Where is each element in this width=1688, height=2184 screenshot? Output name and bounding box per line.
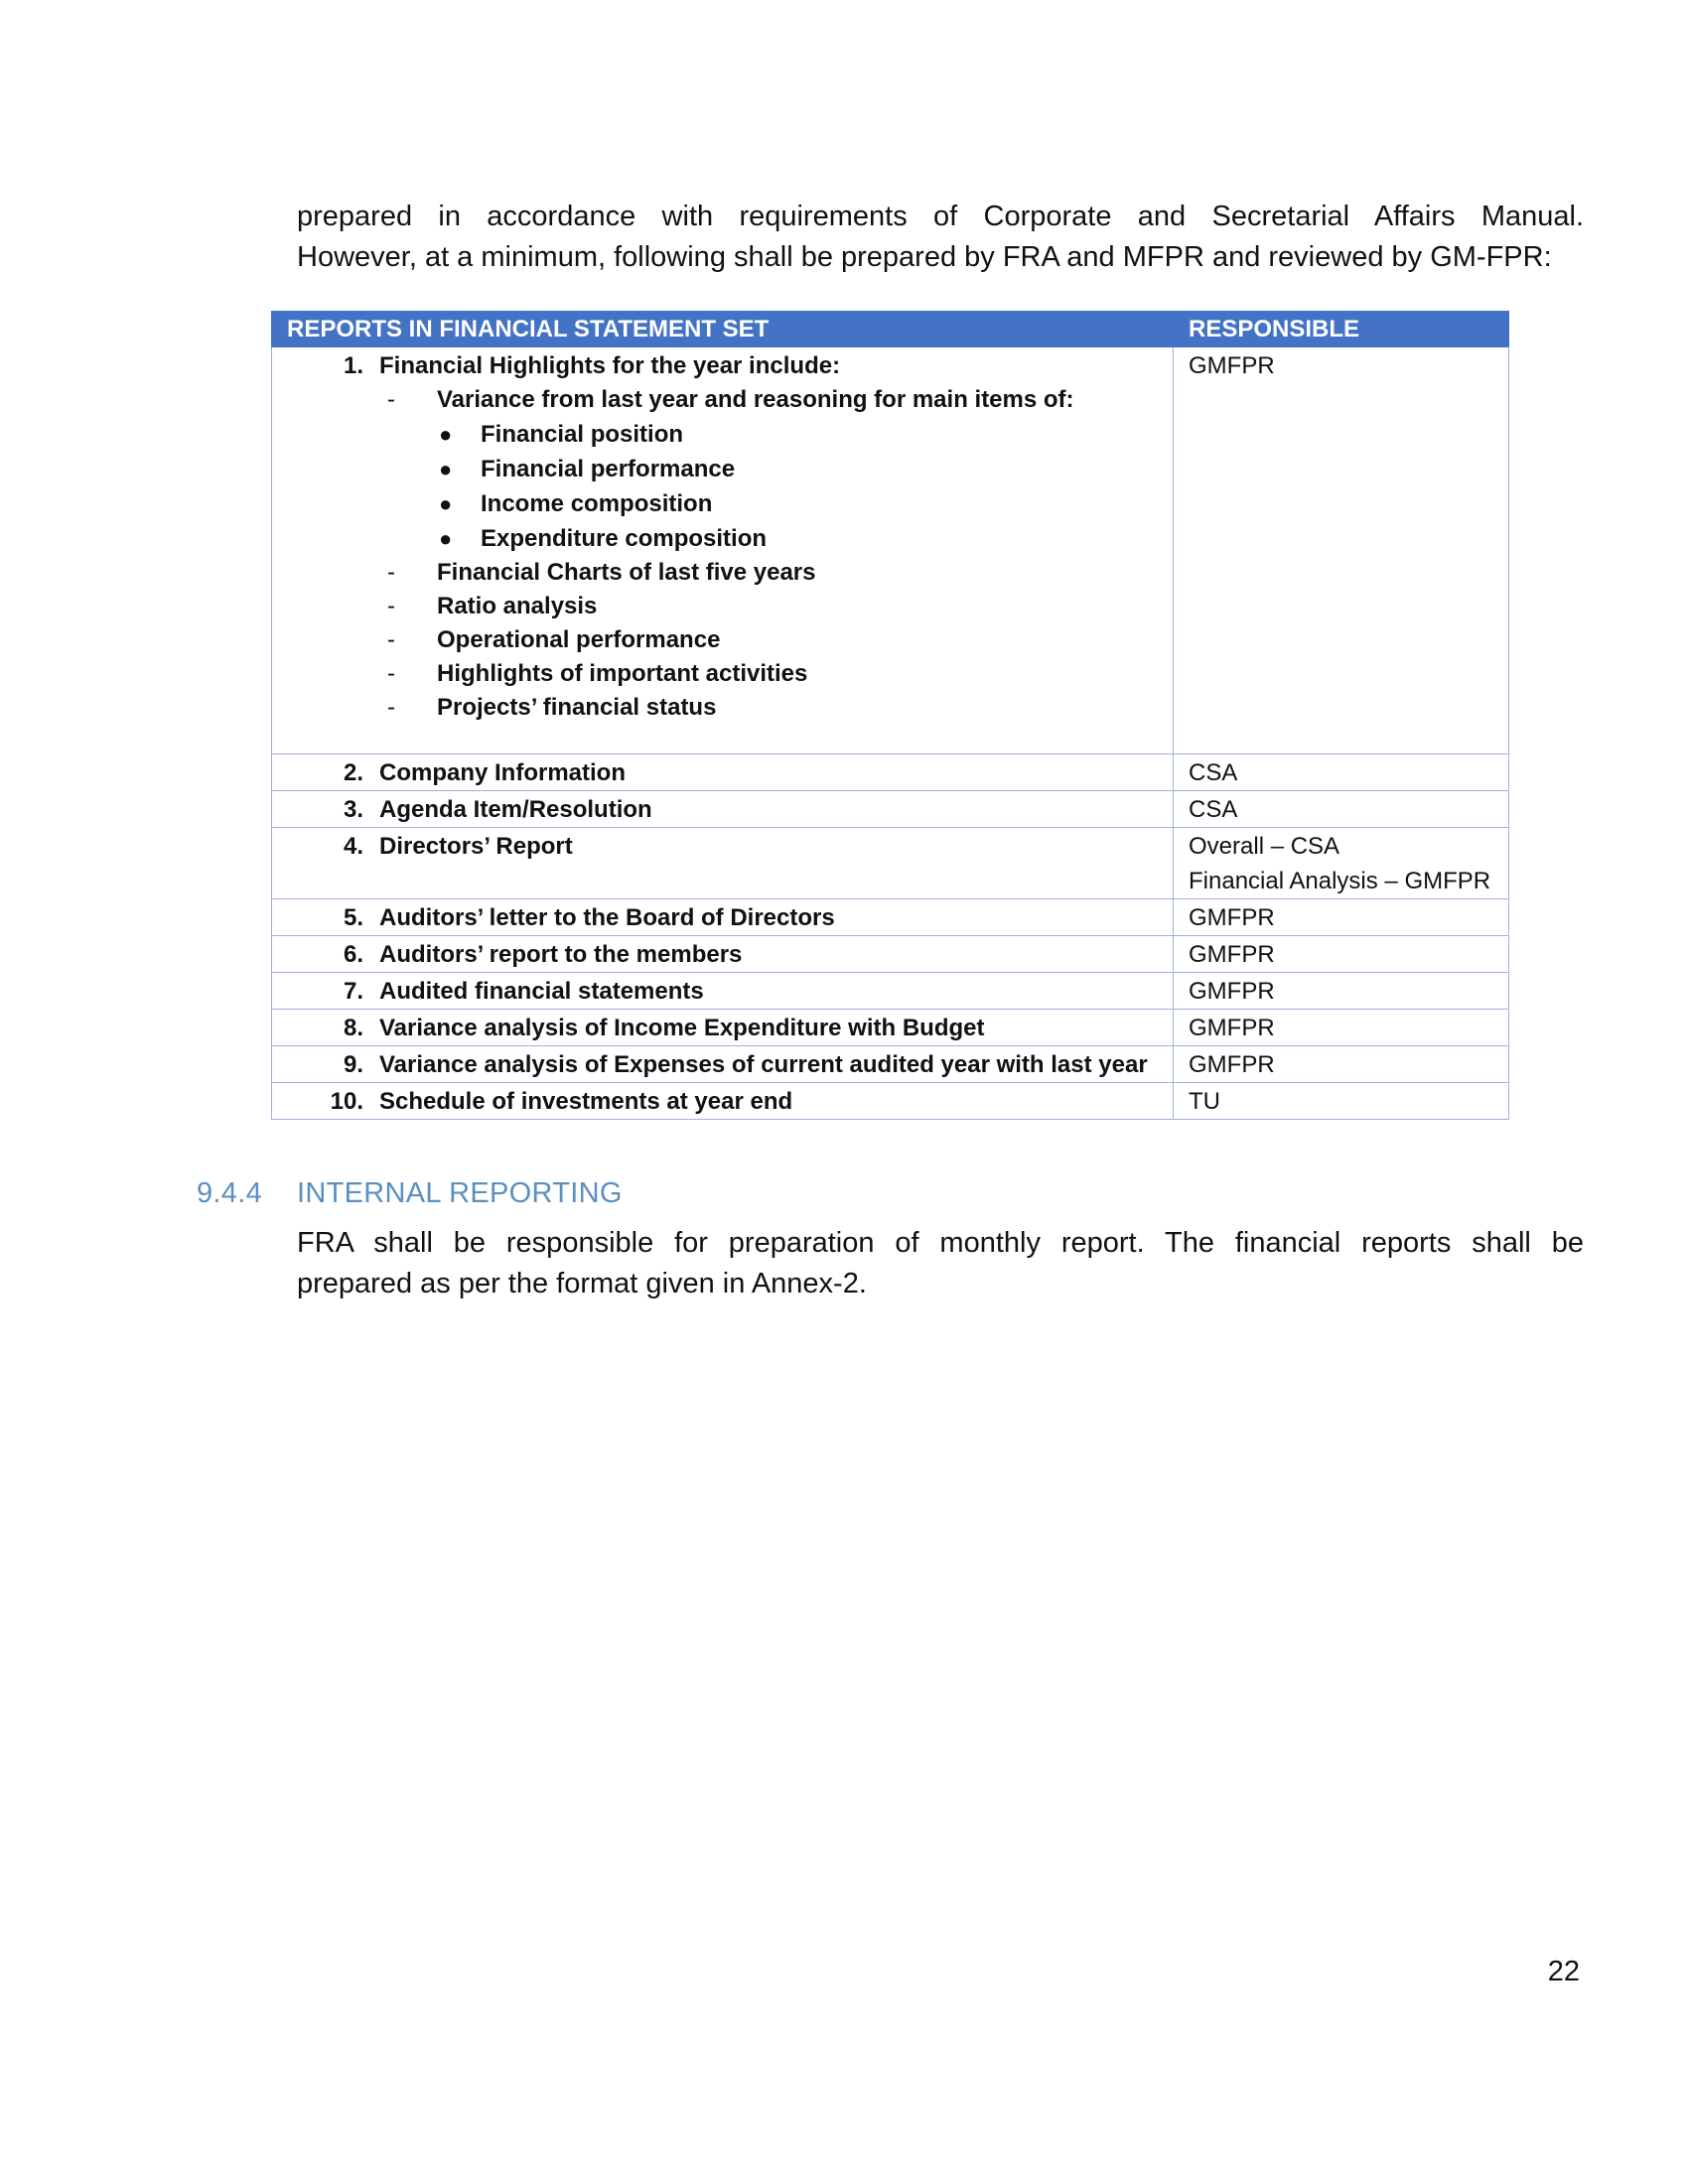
intro-line-1: prepared in accordance with requirements of Corporate and Secretarial Affairs Manual. bbox=[297, 201, 1584, 232]
sub-item bbox=[272, 657, 1173, 691]
header-reports: REPORTS IN FINANCIAL STATEMENT SET bbox=[272, 312, 1174, 347]
report-cell bbox=[272, 791, 1174, 828]
sub-item-text: Ratio analysis bbox=[437, 593, 598, 619]
sub-item bbox=[272, 691, 1173, 725]
bullet-item bbox=[272, 521, 1173, 556]
report-cell bbox=[272, 347, 1174, 754]
report-item bbox=[272, 829, 1173, 864]
report-item bbox=[272, 974, 1173, 1009]
paragraph-line-2: prepared as per the format given in Annex-2. bbox=[297, 1268, 867, 1299]
item-title: Financial Highlights for the year include: bbox=[379, 352, 841, 379]
item-number: 5. bbox=[343, 904, 363, 931]
report-item bbox=[272, 937, 1173, 972]
intro-paragraph bbox=[297, 197, 1584, 278]
sub-item bbox=[272, 383, 1173, 417]
table-row bbox=[272, 1083, 1509, 1120]
item-number: 3. bbox=[343, 796, 363, 823]
sub-item bbox=[272, 590, 1173, 623]
paragraph-line-1: FRA shall be responsible for preparation of monthly report. The financial reports shall be bbox=[297, 1227, 1584, 1259]
responsible-cell bbox=[1174, 828, 1509, 899]
bullet-text: Income composition bbox=[481, 490, 713, 517]
section-number: 9.4.4 bbox=[197, 1177, 262, 1209]
item-number: 9. bbox=[343, 1051, 363, 1078]
item-title: Audited financial statements bbox=[379, 978, 704, 1005]
report-cell bbox=[272, 1010, 1174, 1046]
responsible-cell: CSA bbox=[1174, 791, 1509, 828]
report-item bbox=[272, 792, 1173, 827]
item-title: Auditors’ letter to the Board of Directors bbox=[379, 904, 835, 931]
item-number: 7. bbox=[343, 978, 363, 1005]
item-title: Variance analysis of Expenses of current audited year with last year bbox=[379, 1051, 1148, 1078]
item-title: Schedule of investments at year end bbox=[379, 1088, 793, 1115]
report-cell bbox=[272, 973, 1174, 1010]
item-title: Company Information bbox=[379, 759, 627, 786]
bullet-marker: ● bbox=[439, 491, 453, 516]
sub-item-text: Financial Charts of last five years bbox=[437, 559, 816, 586]
item-title: Directors’ Report bbox=[379, 833, 573, 860]
table-row bbox=[272, 1010, 1509, 1046]
report-cell bbox=[272, 899, 1174, 936]
dash-marker: - bbox=[387, 626, 395, 653]
responsible-cell: GMFPR bbox=[1174, 1046, 1509, 1083]
sub-item-text: Operational performance bbox=[437, 626, 721, 653]
report-cell bbox=[272, 1046, 1174, 1083]
table-row bbox=[272, 754, 1509, 791]
responsible-cell: GMFPR bbox=[1174, 899, 1509, 936]
responsible-cell: GMFPR bbox=[1174, 973, 1509, 1010]
item-title: Variance analysis of Income Expenditure with Budget bbox=[379, 1015, 985, 1041]
table-row bbox=[272, 899, 1509, 936]
item-number: 1. bbox=[343, 352, 363, 379]
sub-item bbox=[272, 623, 1173, 657]
table-header-row bbox=[272, 312, 1509, 347]
page-number: 22 bbox=[1547, 1956, 1580, 1987]
report-cell bbox=[272, 1083, 1174, 1120]
table-row bbox=[272, 1046, 1509, 1083]
dash-marker: - bbox=[387, 660, 395, 687]
dash-marker: - bbox=[387, 386, 395, 413]
bullet-text: Expenditure composition bbox=[481, 525, 768, 552]
bullet-item bbox=[272, 417, 1173, 452]
item-number: 10. bbox=[330, 1088, 363, 1115]
item-number: 6. bbox=[343, 941, 363, 968]
table-row bbox=[272, 973, 1509, 1010]
report-cell bbox=[272, 754, 1174, 791]
responsible-cell: CSA bbox=[1174, 754, 1509, 791]
bullet-marker: ● bbox=[439, 526, 453, 551]
dash-marker: - bbox=[387, 559, 395, 586]
section-title: INTERNAL REPORTING bbox=[297, 1177, 623, 1209]
table-row bbox=[272, 936, 1509, 973]
responsible-cell: GMFPR bbox=[1174, 1010, 1509, 1046]
item-number: 8. bbox=[343, 1015, 363, 1041]
report-item bbox=[272, 1047, 1173, 1082]
bullet-item bbox=[272, 486, 1173, 521]
sub-item-text: Highlights of important activities bbox=[437, 660, 808, 687]
responsible-line-2: Financial Analysis – GMFPR bbox=[1189, 868, 1491, 894]
responsible-cell: GMFPR bbox=[1174, 347, 1509, 754]
bullet-text: Financial performance bbox=[481, 456, 736, 482]
sub-item-text: Variance from last year and reasoning for main items of: bbox=[437, 386, 1074, 413]
item-number: 2. bbox=[343, 759, 363, 786]
report-item bbox=[272, 1011, 1173, 1045]
item-title: Auditors’ report to the members bbox=[379, 941, 743, 968]
table-row bbox=[272, 347, 1509, 754]
dash-marker: - bbox=[387, 694, 395, 721]
responsible-cell: GMFPR bbox=[1174, 936, 1509, 973]
bullet-marker: ● bbox=[439, 457, 453, 481]
reports-table bbox=[271, 311, 1509, 1120]
dash-marker: - bbox=[387, 593, 395, 619]
sub-item bbox=[272, 556, 1173, 590]
section-paragraph bbox=[297, 1223, 1584, 1304]
bullet-text: Financial position bbox=[481, 421, 684, 448]
item-number: 4. bbox=[343, 833, 363, 860]
section-heading bbox=[197, 1177, 623, 1210]
sub-item-text: Projects’ financial status bbox=[437, 694, 717, 721]
intro-line-2: However, at a minimum, following shall be prepared by FRA and MFPR and reviewed by GM-FPR: bbox=[297, 241, 1552, 273]
item-title: Agenda Item/Resolution bbox=[379, 796, 652, 823]
table-row bbox=[272, 828, 1509, 899]
report-item bbox=[272, 900, 1173, 935]
bullet-item bbox=[272, 452, 1173, 486]
report-cell bbox=[272, 828, 1174, 899]
report-cell bbox=[272, 936, 1174, 973]
responsible-cell: TU bbox=[1174, 1083, 1509, 1120]
report-item bbox=[272, 755, 1173, 790]
table-row bbox=[272, 791, 1509, 828]
bullet-marker: ● bbox=[439, 422, 453, 447]
report-item bbox=[272, 348, 1173, 383]
responsible-line-1: Overall – CSA bbox=[1189, 833, 1340, 860]
report-item bbox=[272, 1084, 1173, 1119]
header-responsible: RESPONSIBLE bbox=[1174, 312, 1509, 347]
